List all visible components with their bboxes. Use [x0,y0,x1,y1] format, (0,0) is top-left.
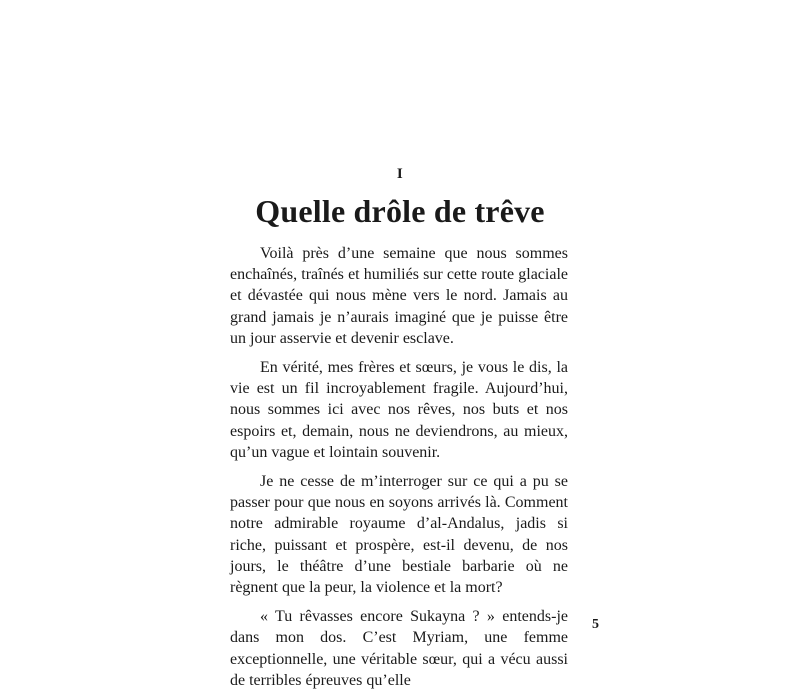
paragraph: « Tu rêvasses encore Sukayna ? » entends-je dans mon dos. C’est Myriam, une femme exceptionnelle, une véritable sœur, qui a vécu aussi de terribles épreuves qu’elle [230,608,568,689]
page-number: 5 [592,617,599,632]
paragraph: En vérité, mes frères et sœurs, je vous le dis, la vie est un fil incroyablement fragile. Aujourd’hui, nous sommes ici avec nos rêves, nos buts et nos espoirs et, demain, nous ne deviendrons, au mieux, qu’un vague et lointain souvenir. [230,359,568,461]
chapter-title: Quelle drôle de trêve [255,193,545,229]
chapter-body [230,243,568,691]
paragraph: Je ne cesse de m’interroger sur ce qui a pu se passer pour que nous en soyons arrivés là. Comment notre admirable royaume d’al-Andalus, jadis si riche, puissant et prospère, est-il devenu, de nos jours, le théâtre d’une bestiale barbarie où ne règnent que la peur, la violence et la mort? [230,473,568,597]
chapter-number: I [396,166,404,182]
paragraph: Voilà près d’une semaine que nous sommes enchaînés, traînés et humiliés sur cette route glaciale et dévastée qui nous mène vers le nord. Jamais au grand jamais je n’aurais imaginé que je puisse être un jour asservie et devenir esclave. [230,245,568,347]
